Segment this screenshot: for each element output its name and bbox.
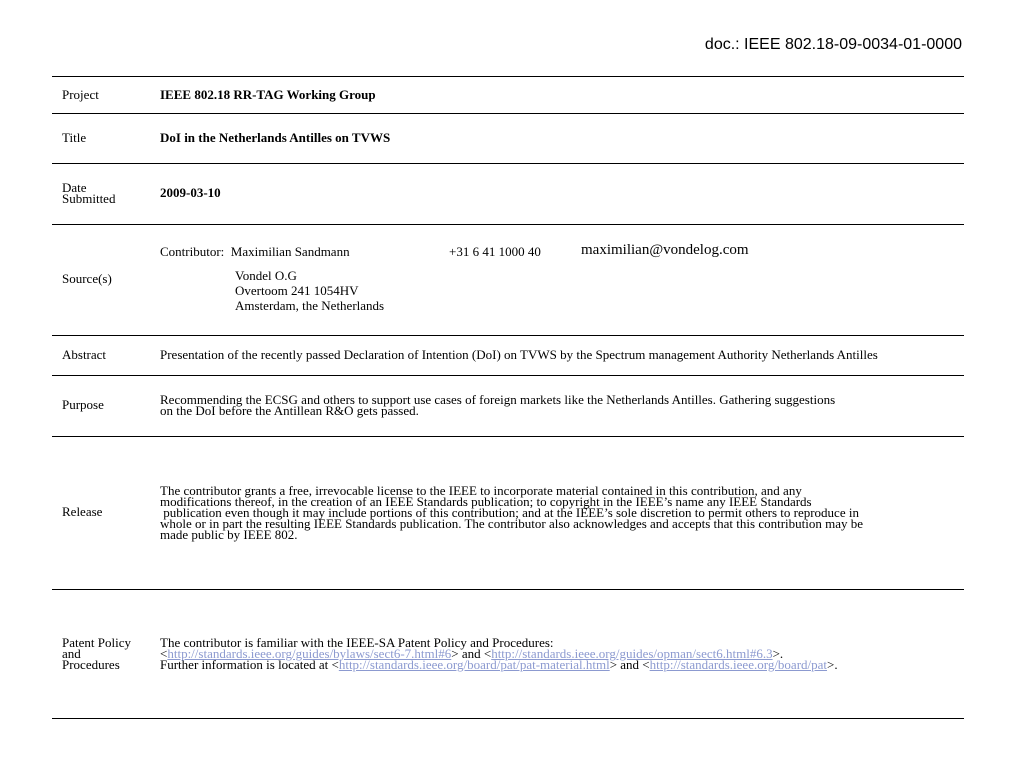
patent-and: > and < <box>451 646 492 661</box>
purpose-label: Purpose <box>62 397 104 412</box>
contributor-name: Maximilian Sandmann <box>230 244 350 259</box>
release-line: publication even though it may include portions of this contribution; and at the IEEE’s sole discretion to permit others to reproduce in <box>160 505 859 520</box>
board-pat-link[interactable]: http://standards.ieee.org/board/pat <box>649 657 828 672</box>
date-value: 2009-03-10 <box>160 185 221 200</box>
patent-label-line: Patent Policy <box>62 635 131 650</box>
purpose-value <box>160 394 835 416</box>
contributor-address <box>235 268 384 313</box>
address-line: Vondel O.G <box>235 268 297 283</box>
rule-title <box>52 163 964 164</box>
date-label-line2: Submitted <box>62 191 116 206</box>
patent-end: >. <box>772 646 784 661</box>
rule-release <box>52 589 964 590</box>
source-label: Source(s) <box>62 271 112 286</box>
release-label: Release <box>62 504 103 519</box>
patent-line1: The contributor is familiar with the IEEE-SA Patent Policy and Procedures: <box>160 635 554 650</box>
rule-source <box>52 335 964 336</box>
patent-and-2: > and < <box>609 657 650 672</box>
release-text <box>160 485 950 540</box>
patent-label <box>62 637 131 670</box>
release-line: whole or in part the resulting IEEE Standards publication. The contributor also acknowledges and accepts that this contribution may be <box>160 516 864 531</box>
release-line: The contributor grants a free, irrevocable license to the IEEE to incorporate material contained in this contribution, and any <box>160 483 802 498</box>
rule-bottom <box>52 718 964 719</box>
contributor-prefix: Contributor: <box>160 244 225 259</box>
patent-end-2: >. <box>827 657 838 672</box>
rule-purpose <box>52 436 964 437</box>
title-value: DoI in the Netherlands Antilles on TVWS <box>160 130 391 145</box>
address-line: Overtoom 241 1054HV <box>235 283 359 298</box>
patent-text <box>160 637 838 670</box>
project-value: IEEE 802.18 RR-TAG Working Group <box>160 87 376 102</box>
rule-top <box>52 76 964 77</box>
document-id: doc.: IEEE 802.18-09-0034-01-0000 <box>704 36 962 53</box>
contributor-line <box>160 244 350 260</box>
patent-further-prefix: Further information is located at < <box>160 657 339 672</box>
date-label-line1: Date <box>62 180 87 195</box>
rule-date <box>52 224 964 225</box>
rule-abstract <box>52 375 964 376</box>
contributor-phone: +31 6 41 1000 40 <box>449 244 541 259</box>
patent-label-line: and <box>62 646 81 661</box>
contributor-email[interactable]: maximilian@vondelog.com <box>581 242 749 258</box>
project-label: Project <box>62 87 99 102</box>
abstract-label: Abstract <box>62 347 107 362</box>
patent-line3 <box>160 659 838 670</box>
rule-project <box>52 113 964 114</box>
purpose-line: on the DoI before the Antillean R&O gets passed. <box>160 403 419 418</box>
address-line: Amsterdam, the Netherlands <box>235 298 385 313</box>
opman-link[interactable]: http://standards.ieee.org/guides/opman/sect6.html#6.3 <box>491 646 773 661</box>
bylaws-link[interactable]: http://standards.ieee.org/guides/bylaws/sect6-7.html#6 <box>167 646 452 661</box>
purpose-line: Recommending the ECSG and others to support use cases of foreign markets like the Netherlands Antilles. Gathering suggestions <box>160 392 836 407</box>
release-line: made public by IEEE 802. <box>160 527 298 542</box>
release-line: modifications thereof, in the creation of an IEEE Standards publication; to copyright in the IEEE’s name any IEEE Standards <box>160 494 812 509</box>
patent-label-line: Procedures <box>62 657 120 672</box>
pat-material-link[interactable]: http://standards.ieee.org/board/pat/pat-material.html <box>338 657 610 672</box>
title-label: Title <box>62 130 87 145</box>
abstract-value: Presentation of the recently passed Declaration of Intention (DoI) on TVWS by the Spectrum management Authority Netherlands Antilles <box>160 347 878 362</box>
date-label <box>62 182 115 204</box>
patent-lt: < <box>160 646 168 661</box>
